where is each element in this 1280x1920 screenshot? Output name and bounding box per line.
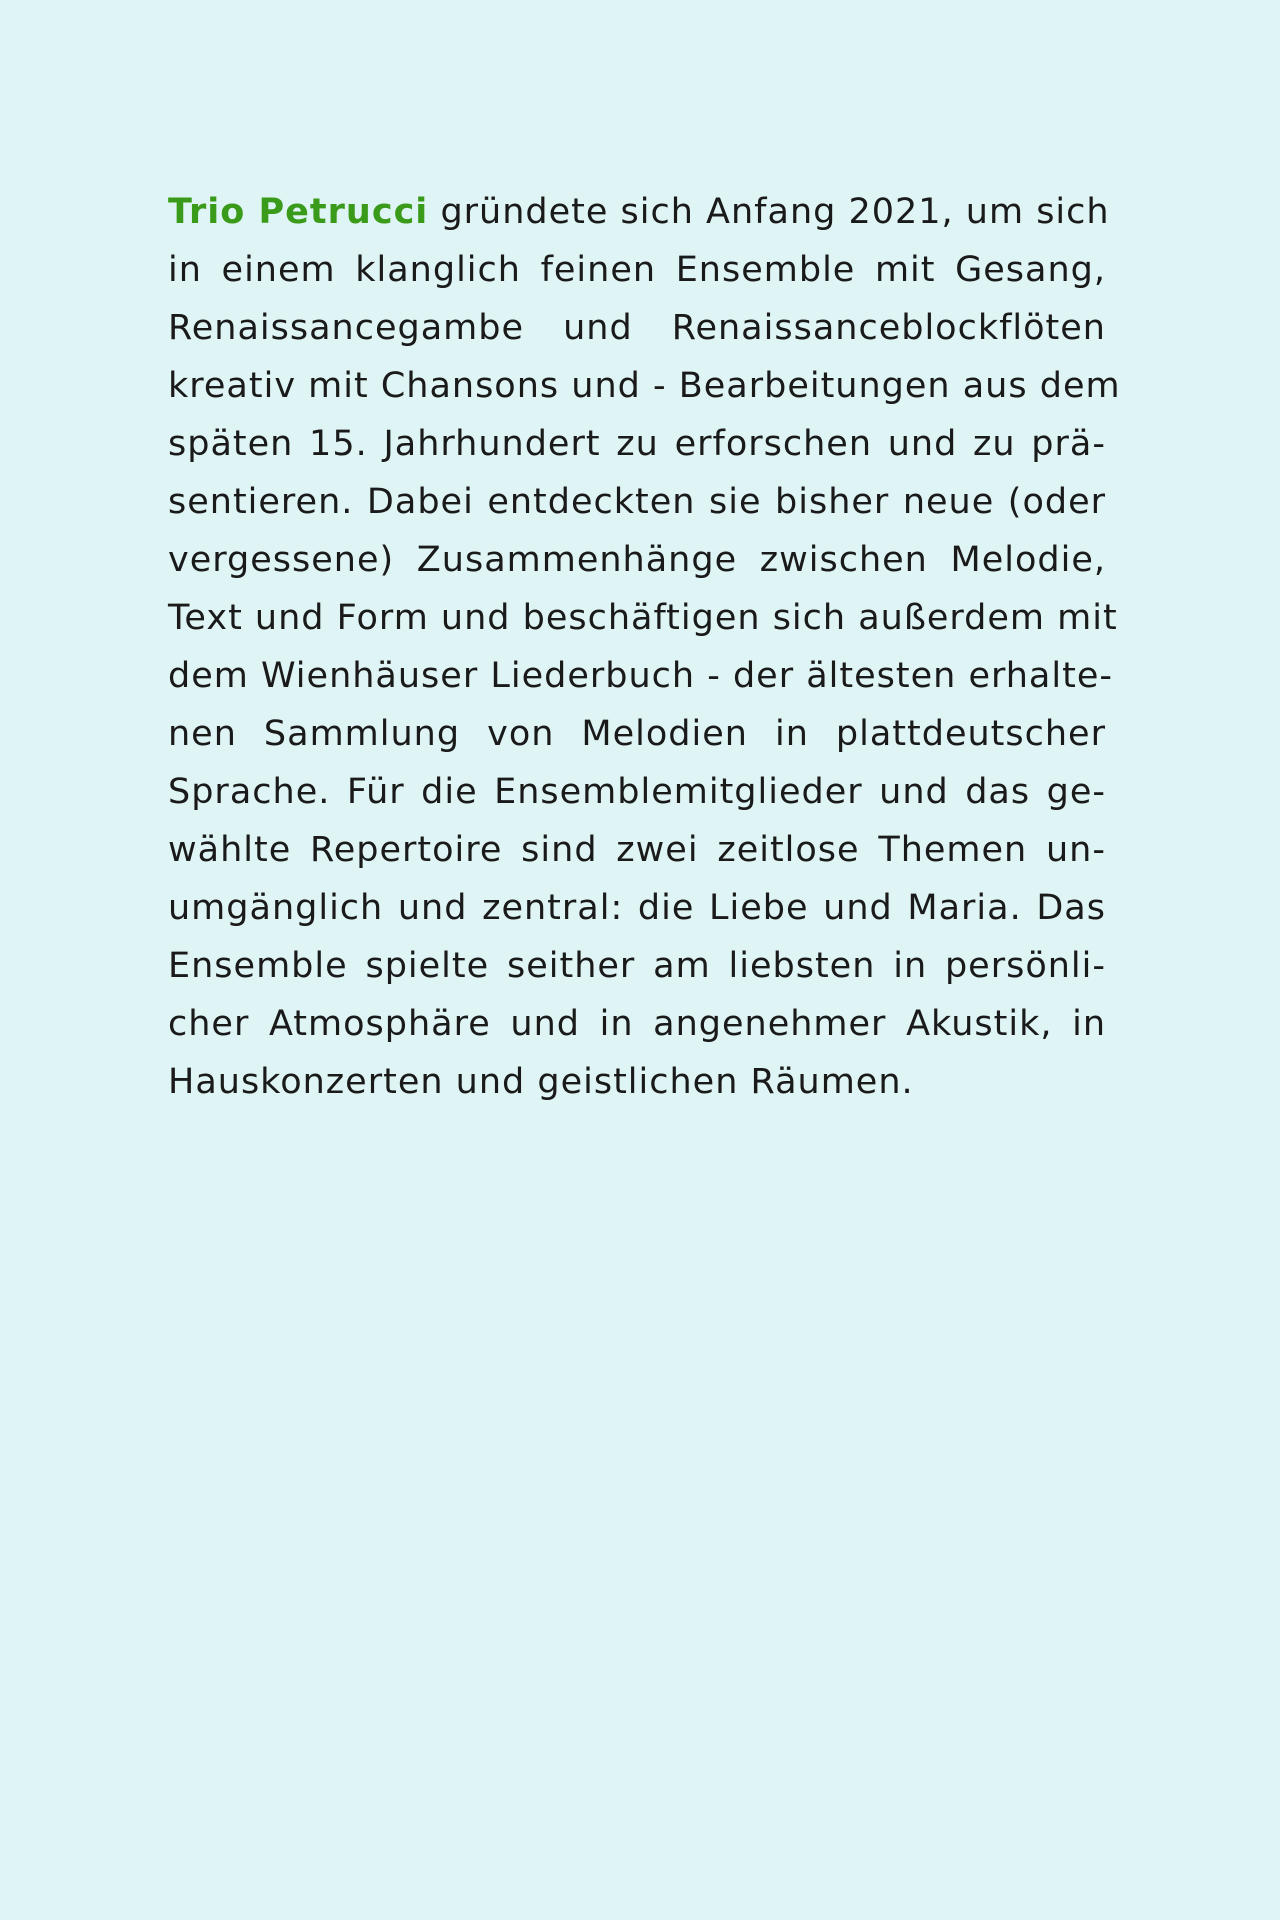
first-line-text: gründete sich Anfang 2021, um sich — [428, 192, 1110, 232]
paragraph-line: Sprache. Für die Ensemblemitglieder und das ge- — [168, 772, 1106, 812]
paragraph-line: wählte Repertoire sind zwei zeitlose Themen un- — [168, 830, 1106, 870]
body-paragraph — [168, 183, 1121, 1111]
paragraph-line: Ensemble spielte seither am liebsten in persönli- — [168, 946, 1106, 986]
paragraph-line: in einem klanglich feinen Ensemble mit Gesang, — [168, 250, 1106, 290]
paragraph-line: Renaissancegambe und Renaissanceblockflöten — [168, 308, 1106, 348]
paragraph-line: umgänglich und zentral: die Liebe und Maria. Das — [168, 888, 1106, 928]
paragraph-line: späten 15. Jahrhundert zu erforschen und zu prä- — [168, 424, 1106, 464]
paragraph-line: nen Sammlung von Melodien in plattdeutscher — [168, 714, 1106, 754]
paragraph-line-1 — [168, 183, 1110, 241]
paragraph-line: dem Wienhäuser Liederbuch - der ältesten erhalte- — [168, 656, 1113, 696]
paragraph-line: sentieren. Dabei entdeckten sie bisher neue (oder — [168, 482, 1106, 522]
ensemble-name: Trio Petrucci — [168, 192, 429, 232]
paragraph-line-last: Hauskonzerten und geistlichen Räumen. — [168, 1062, 914, 1102]
paragraph-line: Text und Form und beschäftigen sich außerdem mit — [168, 598, 1118, 638]
paragraph-line: vergessene) Zusammenhänge zwischen Melodie, — [168, 540, 1106, 580]
paragraph-line: cher Atmosphäre und in angenehmer Akustik, in — [168, 1004, 1106, 1044]
paragraph-line: kreativ mit Chansons und - Bearbeitungen aus dem — [168, 366, 1121, 406]
